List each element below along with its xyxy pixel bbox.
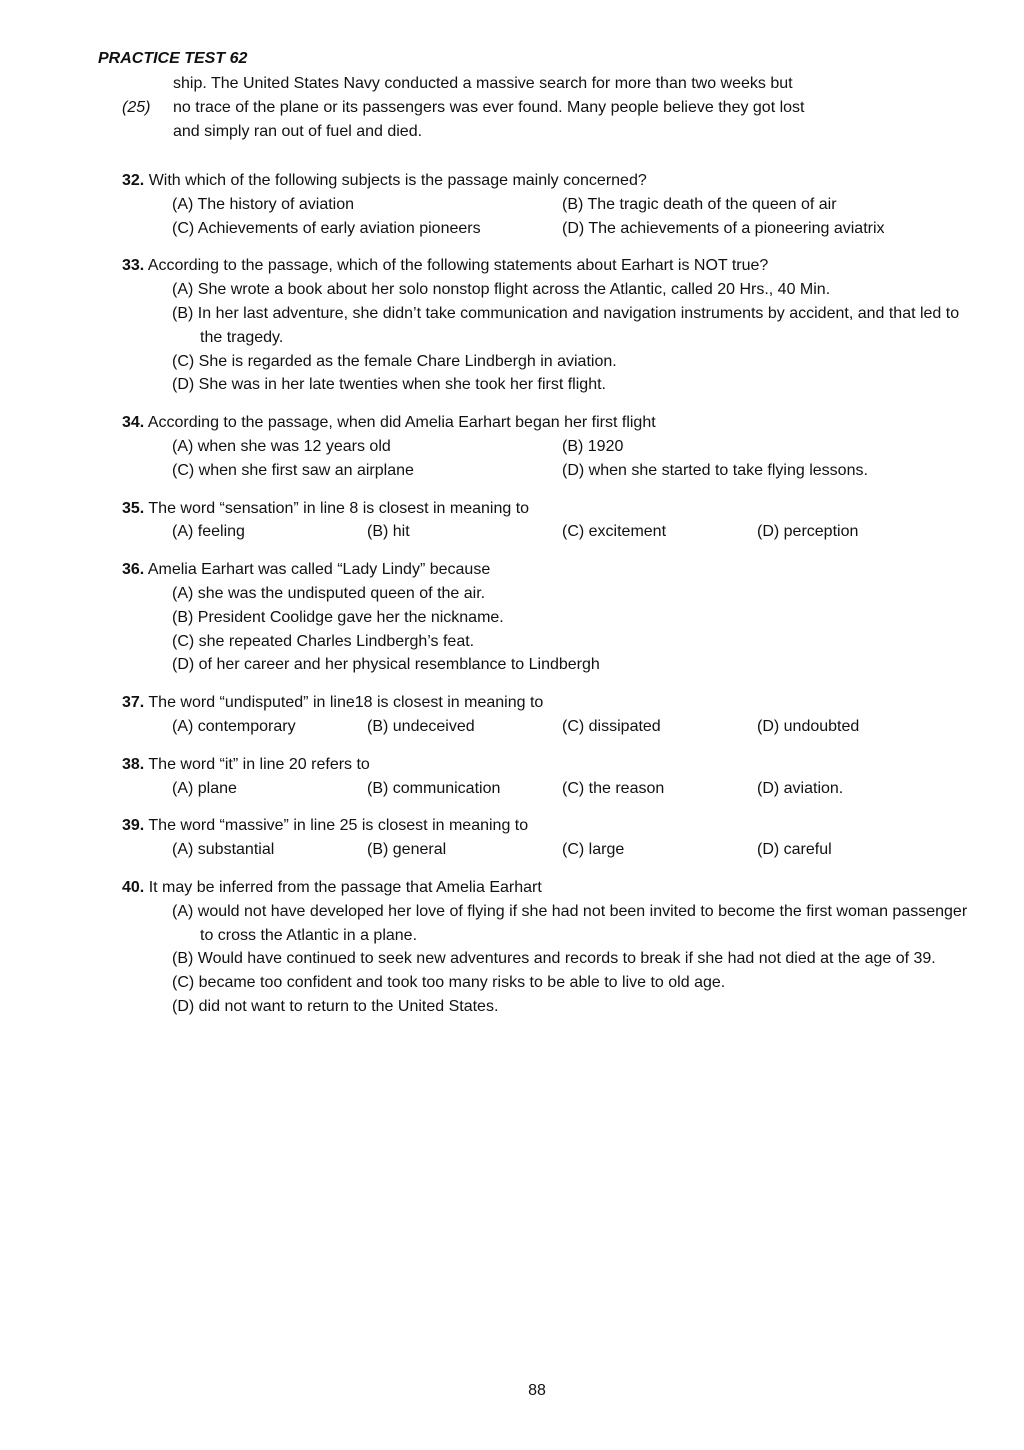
answer-options bbox=[172, 582, 962, 677]
option-c: (C) Achievements of early aviation pioneers bbox=[172, 219, 481, 237]
option-d: (D) She was in her late twenties when she took her first flight. bbox=[172, 376, 606, 394]
question-37 bbox=[122, 691, 962, 739]
question-text: With which of the following subjects is the passage mainly concerned? bbox=[148, 172, 647, 189]
option-d: (D) of her career and her physical resemblance to Lindbergh bbox=[172, 656, 600, 674]
question-stem bbox=[122, 497, 962, 521]
question-list bbox=[122, 169, 968, 1033]
question-33 bbox=[122, 254, 962, 397]
option-b: (B) 1920 bbox=[562, 437, 624, 455]
option-a: (A) plane bbox=[172, 779, 237, 797]
question-text: The word “sensation” in line 8 is closest in meaning to bbox=[148, 499, 530, 517]
question-number: 39. bbox=[122, 817, 145, 835]
option-a: (A) contemporary bbox=[172, 717, 296, 735]
question-35 bbox=[122, 497, 962, 545]
option-a: (A) feeling bbox=[172, 523, 245, 541]
option-b: (B) hit bbox=[367, 523, 410, 541]
question-text: According to the passage, when did Amelia Earhart began her first flight bbox=[147, 414, 656, 432]
answer-options bbox=[172, 193, 962, 241]
option-c: (C) she repeated Charles Lindbergh’s feat. bbox=[172, 632, 475, 650]
option-b: (B) In her last adventure, she didn’t take communication and navigation instruments by accident, and that led to the tragedy. bbox=[172, 304, 960, 346]
option-b: (B) undeceived bbox=[367, 717, 475, 735]
question-38 bbox=[122, 753, 962, 801]
question-number: 38. bbox=[122, 755, 145, 773]
option-c: (C) became too confident and took too many risks to be able to live to old age. bbox=[172, 974, 726, 992]
page-number: 88 bbox=[528, 1382, 546, 1399]
question-number: 40. bbox=[122, 878, 145, 896]
option-c: (C) large bbox=[562, 841, 625, 859]
option-a: (A) she was the undisputed queen of the air. bbox=[172, 584, 486, 602]
option-c: (C) She is regarded as the female Chare Lindbergh in aviation. bbox=[172, 352, 617, 370]
question-stem bbox=[122, 558, 962, 582]
option-d: (D) perception bbox=[757, 523, 859, 541]
passage-text: no trace of the plane or its passengers was ever found. Many people believe they got lost bbox=[173, 99, 805, 116]
passage-text: and simply ran out of fuel and died. bbox=[173, 123, 423, 140]
option-a: (A) when she was 12 years old bbox=[172, 437, 391, 455]
question-number: 36. bbox=[122, 561, 145, 579]
question-stem bbox=[122, 814, 962, 838]
passage-line bbox=[122, 121, 1002, 145]
question-34 bbox=[122, 411, 962, 482]
passage-text: ship. The United States Navy conducted a massive search for more than two weeks but bbox=[173, 75, 793, 92]
option-d: (D) did not want to return to the United States. bbox=[172, 997, 499, 1015]
question-text: The word “undisputed” in line18 is closest in meaning to bbox=[148, 694, 544, 712]
question-39 bbox=[122, 814, 962, 862]
question-stem bbox=[122, 876, 962, 900]
option-c: (C) excitement bbox=[562, 523, 667, 541]
question-stem bbox=[122, 753, 962, 777]
answer-options bbox=[172, 900, 968, 1019]
option-a: (A) The history of aviation bbox=[172, 195, 355, 213]
option-b: (B) The tragic death of the queen of air bbox=[562, 195, 837, 213]
answer-options bbox=[172, 777, 962, 801]
option-a: (A) would not have developed her love of flying if she had not been invited to become the first woman passenger to cross the Atlantic in a plane. bbox=[172, 902, 968, 944]
option-c: (C) when she first saw an airplane bbox=[172, 461, 414, 479]
option-d: (D) undoubted bbox=[757, 717, 860, 735]
passage-line bbox=[122, 97, 1002, 121]
passage-excerpt bbox=[122, 73, 1002, 145]
option-b: (B) Would have continued to seek new adventures and records to break if she had not died at the age of 39. bbox=[172, 950, 936, 968]
option-a: (A) She wrote a book about her solo nonstop flight across the Atlantic, called 20 Hrs., 40 Min. bbox=[172, 281, 831, 299]
page-header: PRACTICE TEST 62 bbox=[98, 50, 248, 67]
answer-options bbox=[172, 278, 962, 397]
line-number: (25) bbox=[122, 99, 151, 116]
answer-options bbox=[172, 520, 962, 544]
question-stem bbox=[122, 411, 962, 435]
question-number: 33. bbox=[122, 257, 145, 275]
question-text: According to the passage, which of the following statements about Earhart is NOT true? bbox=[147, 257, 769, 275]
question-40 bbox=[122, 876, 968, 1019]
option-b: (B) general bbox=[367, 841, 447, 859]
option-d: (D) The achievements of a pioneering aviatrix bbox=[562, 219, 885, 237]
option-d: (D) aviation. bbox=[757, 779, 844, 797]
question-number: 35. bbox=[122, 499, 145, 517]
answer-options bbox=[172, 435, 962, 483]
question-stem bbox=[122, 691, 962, 715]
question-36 bbox=[122, 558, 962, 677]
question-text: The word “massive” in line 25 is closest in meaning to bbox=[148, 817, 529, 835]
question-text: Amelia Earhart was called “Lady Lindy” because bbox=[147, 561, 491, 579]
option-a: (A) substantial bbox=[172, 841, 275, 859]
passage-line bbox=[122, 73, 1002, 97]
option-d: (D) when she started to take flying lessons. bbox=[562, 461, 868, 479]
question-32 bbox=[122, 169, 962, 240]
question-number: 37. bbox=[122, 694, 145, 712]
option-c: (C) dissipated bbox=[562, 717, 661, 735]
option-b: (B) communication bbox=[367, 779, 501, 797]
option-d: (D) careful bbox=[757, 841, 832, 859]
question-stem bbox=[122, 254, 962, 278]
question-text: The word “it” in line 20 refers to bbox=[148, 755, 370, 773]
question-stem bbox=[122, 169, 962, 193]
question-number: 34. bbox=[122, 414, 145, 432]
option-c: (C) the reason bbox=[562, 779, 665, 797]
question-text: It may be inferred from the passage that Amelia Earhart bbox=[148, 878, 542, 896]
answer-options bbox=[172, 715, 962, 739]
question-number: 32. bbox=[122, 172, 145, 189]
option-b: (B) President Coolidge gave her the nickname. bbox=[172, 608, 504, 626]
answer-options bbox=[172, 838, 962, 862]
